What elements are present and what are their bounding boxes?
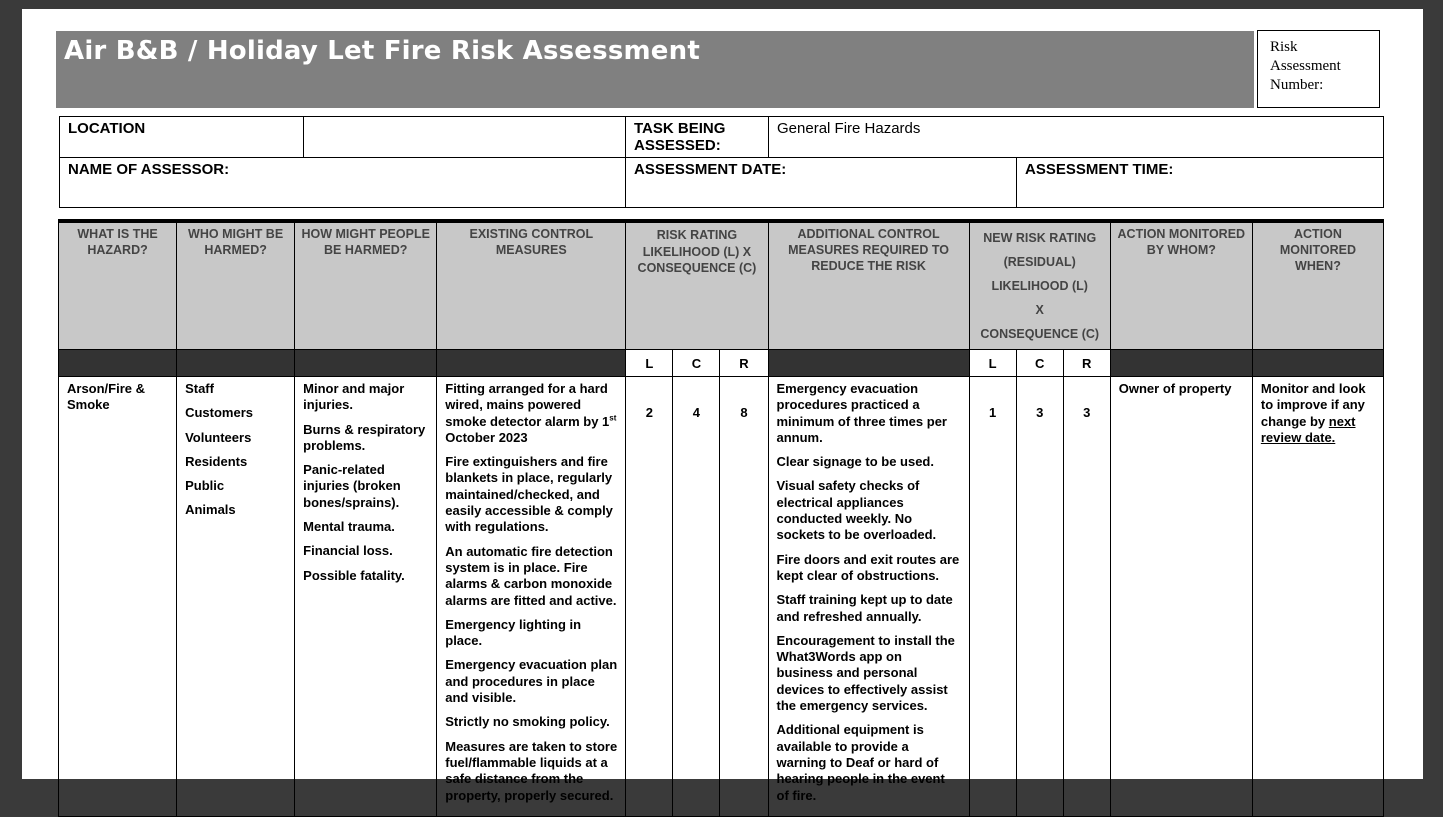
who-item: Customers [185,405,253,421]
task-label: TASK BEING ASSESSED: [626,117,769,158]
how-item: Mental trauma. [303,519,395,535]
consequence-value: 4 [673,377,720,817]
how-cell [295,377,437,817]
assessment-date-field[interactable]: ASSESSMENT DATE: [626,158,1017,208]
title-banner [56,31,1254,108]
subheader-row [59,350,1384,377]
additional-item: Emergency evacuation procedures practiced a minimum of three times per annum. [776,381,947,445]
next-review-date-link[interactable]: next review date. [1260,413,1356,445]
how-item: Possible fatality. [303,567,405,583]
ra-number-line-1: Risk [1270,39,1298,55]
existing-cell [437,377,626,817]
existing-item: Strictly no smoking policy. [445,714,610,730]
when-cell [1252,377,1383,817]
task-field[interactable]: General Fire Hazards [769,117,1384,158]
assessment-time-field[interactable]: ASSESSMENT TIME: [1017,158,1384,208]
existing-item: Measures are taken to store fuel/flammable liquids at a safe distance from the property, properly secured. [445,738,618,803]
who-item: Public [185,478,225,494]
who-item: Volunteers [185,429,252,445]
additional-item: Clear signage to be used. [776,454,934,470]
how-item: Minor and major injuries. [303,381,405,413]
additional-item: Staff training kept up to date and refreshed annually. [776,592,953,624]
page-title: Air B&B / Holiday Let Fire Risk Assessment [64,36,700,66]
ra-number-line-3: Number: [1270,77,1324,93]
header-how: HOW MIGHT PEOPLE BE HARMED? [295,223,437,350]
header-risk-rating-title: RISK RATING [656,228,738,242]
additional-item: Additional equipment is available to provide a warning to Deaf or hard of hearing people in the event of fire. [776,722,945,803]
who-item: Residents [185,453,248,469]
additional-item: Visual safety checks of electrical appliances conducted weekly. No sockets to be overloaded. [776,478,937,543]
how-item: Panic-related injuries (broken bones/sprains). [303,462,401,510]
table-row [59,377,1384,817]
header-hazard: WHAT IS THE HAZARD? [59,223,177,350]
how-item: Burns & respiratory problems. [303,421,426,453]
col-c: C [673,350,720,377]
ra-number-line-2: Assessment [1270,58,1341,74]
new-consequence-value: 3 [1016,377,1063,817]
hazard-cell: Arson/Fire & Smoke [59,377,177,817]
assessor-field[interactable]: NAME OF ASSESSOR: [60,158,626,208]
additional-item: Fire doors and exit routes are kept clear of obstructions. [776,551,960,583]
header-when: ACTION MONITORED WHEN? [1252,223,1383,350]
likelihood-value: 2 [626,377,673,817]
risk-assessment-number-box [1257,30,1380,108]
when-text: Monitor and look to improve if any change by [1260,381,1366,429]
col-new-l: L [969,350,1016,377]
header-new-risk-rating [969,223,1110,350]
location-label: LOCATION [60,117,304,158]
header-new-3: LIKELIHOOD (L) [991,279,1088,293]
col-new-r: R [1063,350,1110,377]
header-row [59,223,1384,350]
header-existing: EXISTING CONTROL MEASURES [437,223,626,350]
header-who: WHO MIGHT BE HARMED? [177,223,295,350]
risk-value: 8 [720,377,768,817]
header-new-5: CONSEQUENCE (C) [980,327,1100,341]
new-likelihood-value: 1 [969,377,1016,817]
assessment-info-table [59,116,1384,208]
who-item: Staff [185,381,214,396]
who-item: Animals [185,502,236,518]
existing-item-text-end: October 2023 [445,429,528,445]
additional-item: Encouragement to install the What3Words app on business and personal devices to effectively assist the emergency services. [776,632,955,714]
existing-item: Fire extinguishers and fire blankets in place, regularly maintained/checked, and easily accessible & comply with regulations. [445,454,613,535]
existing-item-text: Fitting arranged for a hard wired, mains powered smoke detector alarm by 1 [445,381,610,429]
header-new-4: X [1035,303,1044,317]
header-by-whom: ACTION MONITORED BY WHOM? [1110,223,1252,350]
additional-cell [768,377,969,817]
header-risk-rating [626,223,768,350]
header-new-2: (RESIDUAL) [1003,255,1076,269]
col-l: L [626,350,673,377]
existing-item: Emergency lighting in place. [445,616,582,649]
header-risk-rating-formula: LIKELIHOOD (L) X CONSEQUENCE (C) [637,245,757,275]
existing-item: An automatic fire detection system is in place. Fire alarms & carbon monoxide alarms are fitted and active. [445,543,617,608]
new-risk-value: 3 [1063,377,1110,817]
location-field[interactable] [304,117,626,158]
risk-table [58,222,1384,817]
document-page [22,9,1423,803]
existing-item: Emergency evacuation plan and procedures in place and visible. [445,657,618,706]
by-whom-cell: Owner of property [1110,377,1252,817]
col-r: R [720,350,768,377]
existing-item [445,381,617,446]
header-new-1: NEW RISK RATING [983,231,1097,245]
existing-item-sup: st [609,413,617,423]
who-cell [177,377,295,817]
how-item: Financial loss. [303,543,393,559]
col-new-c: C [1016,350,1063,377]
header-additional: ADDITIONAL CONTROL MEASURES REQUIRED TO REDUCE THE RISK [768,223,969,350]
